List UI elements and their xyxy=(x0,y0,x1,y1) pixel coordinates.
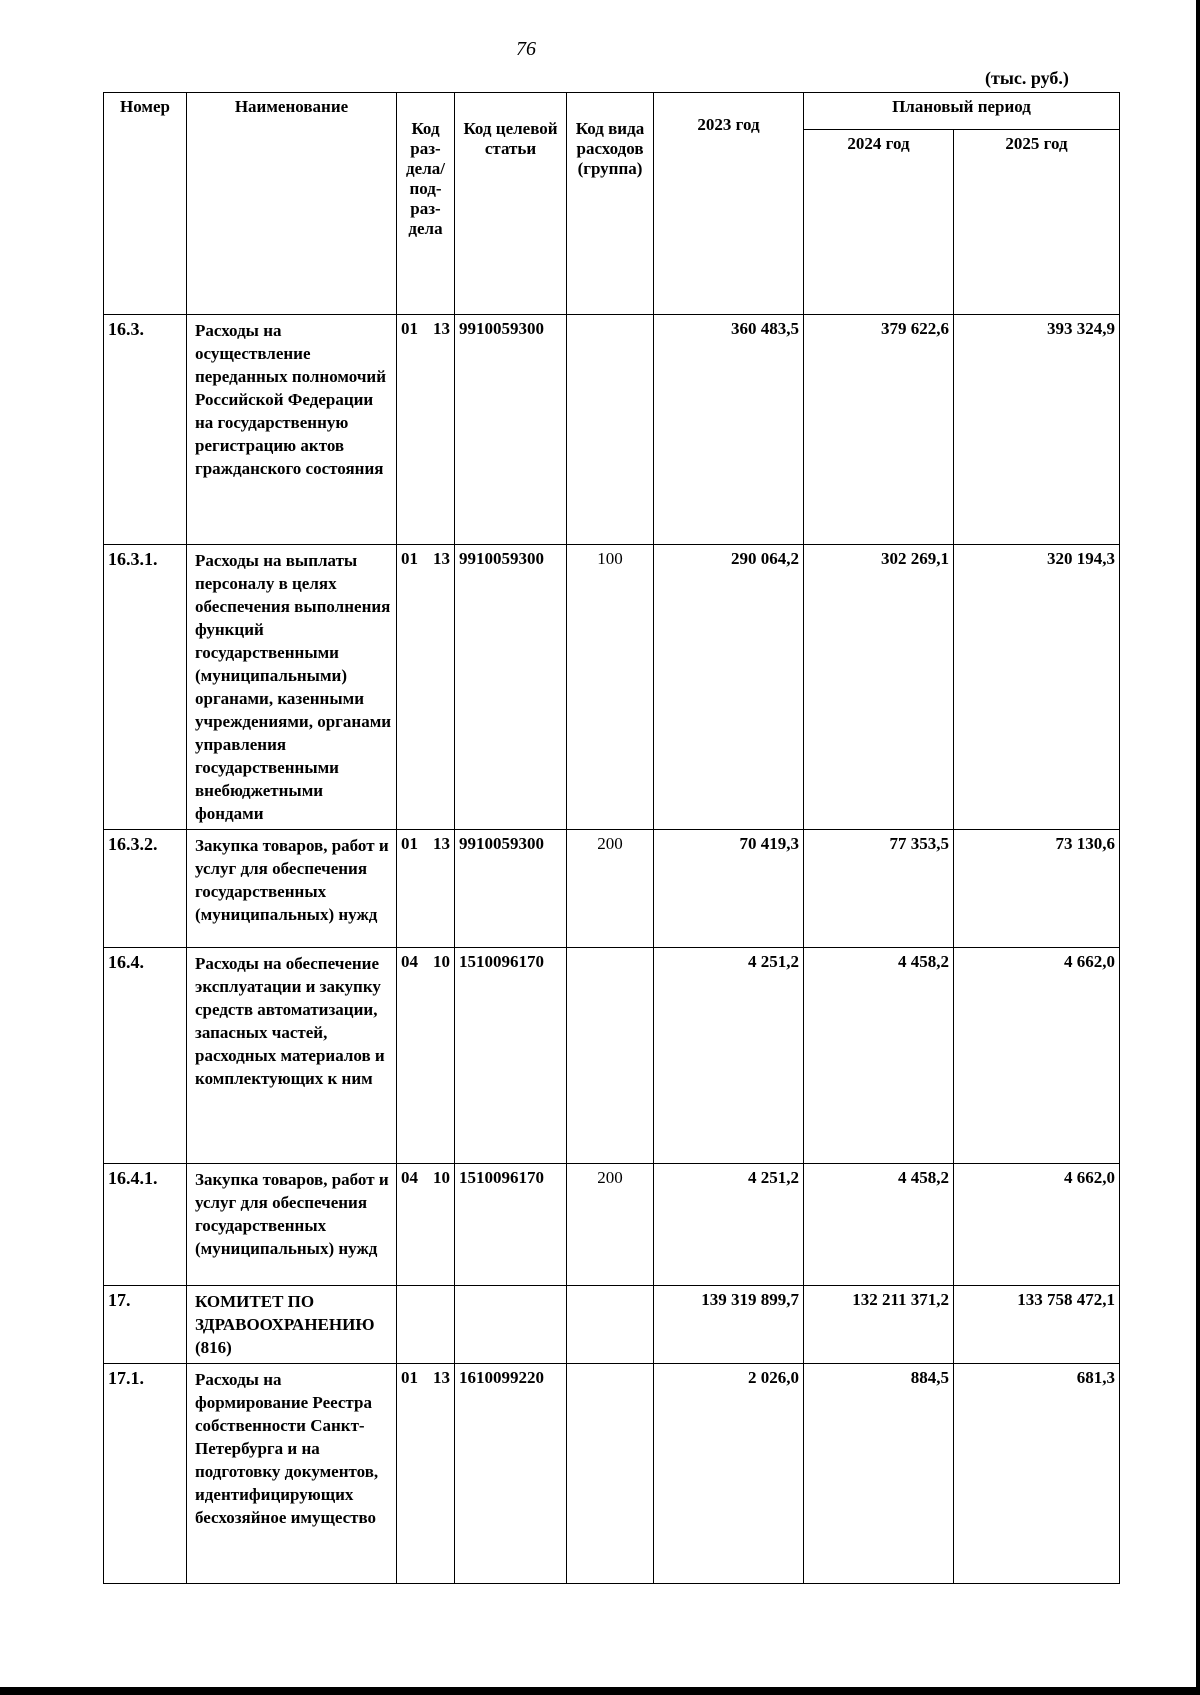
row-name: Расходы на выплаты персоналу в целях обеспечения выполнения функций государственными (муниципальными) органами, казенными учреждениями, органами управления государственными внебюджетными фондами xyxy=(187,545,397,830)
row-2024: 4 458,2 xyxy=(804,1164,954,1286)
row-section-code xyxy=(397,1364,455,1584)
row-2025: 4 662,0 xyxy=(954,948,1120,1164)
row-name: Закупка товаров, работ и услуг для обеспечения государственных (муниципальных) нужд xyxy=(187,830,397,948)
row-section: 04 xyxy=(401,1168,418,1187)
row-number: 16.3.1. xyxy=(104,545,187,830)
row-subsection: 13 xyxy=(433,834,450,853)
row-expense-type: 200 xyxy=(567,1164,654,1286)
row-target-code: 1510096170 xyxy=(455,1164,567,1286)
row-2023: 360 483,5 xyxy=(654,315,804,545)
row-2023: 4 251,2 xyxy=(654,948,804,1164)
row-2024: 379 622,6 xyxy=(804,315,954,545)
row-2025: 133 758 472,1 xyxy=(954,1286,1120,1364)
row-name: Расходы на формирование Реестра собственности Санкт-Петербурга и на подготовку документов, идентифицирующих бесхозяйное имущество xyxy=(187,1364,397,1584)
row-2025: 681,3 xyxy=(954,1364,1120,1584)
header-row-1 xyxy=(104,93,1120,130)
row-2023: 290 064,2 xyxy=(654,545,804,830)
row-section-code xyxy=(397,830,455,948)
row-2023: 4 251,2 xyxy=(654,1164,804,1286)
row-2023: 139 319 899,7 xyxy=(654,1286,804,1364)
header-2023: 2023 год xyxy=(654,93,804,315)
row-subsection: 10 xyxy=(433,1168,450,1187)
row-number: 17.1. xyxy=(104,1364,187,1584)
row-target-code: 9910059300 xyxy=(455,545,567,830)
header-section-code: Код раз-дела/ под-раз-дела xyxy=(397,93,455,315)
row-2025: 73 130,6 xyxy=(954,830,1120,948)
row-2025: 320 194,3 xyxy=(954,545,1120,830)
table-row xyxy=(104,1364,1120,1584)
header-2025: 2025 год xyxy=(954,130,1120,315)
row-target-code: 1510096170 xyxy=(455,948,567,1164)
units-label: (тыс. руб.) xyxy=(985,68,1069,88)
row-expense-type: 100 xyxy=(567,545,654,830)
row-name: Расходы на обеспечение эксплуатации и закупку средств автоматизации, запасных частей, расходных материалов и комплектующих к ним xyxy=(187,948,397,1164)
header-planning-period: Плановый период xyxy=(804,93,1120,130)
row-2024: 132 211 371,2 xyxy=(804,1286,954,1364)
row-section-code xyxy=(397,545,455,830)
page-number: 76 xyxy=(516,38,536,60)
row-section: 04 xyxy=(401,952,418,971)
row-subsection: 13 xyxy=(433,319,450,338)
row-target-code xyxy=(455,1286,567,1364)
row-target-code: 9910059300 xyxy=(455,315,567,545)
row-section: 01 xyxy=(401,834,418,853)
table-row xyxy=(104,1286,1120,1364)
row-expense-type xyxy=(567,948,654,1164)
row-section-code xyxy=(397,948,455,1164)
row-number: 17. xyxy=(104,1286,187,1364)
row-expense-type xyxy=(567,1286,654,1364)
row-2025: 4 662,0 xyxy=(954,1164,1120,1286)
row-name: Закупка товаров, работ и услуг для обеспечения государственных (муниципальных) нужд xyxy=(187,1164,397,1286)
row-subsection: 13 xyxy=(433,549,450,568)
header-number: Номер xyxy=(104,93,187,315)
row-section-code xyxy=(397,315,455,545)
row-target-code: 9910059300 xyxy=(455,830,567,948)
row-expense-type xyxy=(567,315,654,545)
row-expense-type xyxy=(567,1364,654,1584)
row-name: КОМИТЕТ ПО ЗДРАВООХРАНЕНИЮ (816) xyxy=(187,1286,397,1364)
row-number: 16.4.1. xyxy=(104,1164,187,1286)
row-target-code: 1610099220 xyxy=(455,1364,567,1584)
row-2024: 302 269,1 xyxy=(804,545,954,830)
row-name: Расходы на осуществление переданных полномочий Российской Федерации на государственную регистрацию актов гражданского состояния xyxy=(187,315,397,545)
row-number: 16.4. xyxy=(104,948,187,1164)
header-2024: 2024 год xyxy=(804,130,954,315)
table-row xyxy=(104,948,1120,1164)
row-2023: 2 026,0 xyxy=(654,1364,804,1584)
row-section-code xyxy=(397,1286,455,1364)
row-2024: 4 458,2 xyxy=(804,948,954,1164)
row-number: 16.3. xyxy=(104,315,187,545)
table-row xyxy=(104,315,1120,545)
table-row xyxy=(104,830,1120,948)
header-target-code: Код целевой статьи xyxy=(455,93,567,315)
row-section: 01 xyxy=(401,1368,418,1387)
row-2025: 393 324,9 xyxy=(954,315,1120,545)
row-section-code xyxy=(397,1164,455,1286)
budget-table xyxy=(103,92,1120,1584)
row-2023: 70 419,3 xyxy=(654,830,804,948)
header-expense-type-code: Код вида расходов (группа) xyxy=(567,93,654,315)
row-number: 16.3.2. xyxy=(104,830,187,948)
row-subsection: 10 xyxy=(433,952,450,971)
row-section: 01 xyxy=(401,549,418,568)
row-section: 01 xyxy=(401,319,418,338)
row-2024: 77 353,5 xyxy=(804,830,954,948)
header-name: Наименование xyxy=(187,93,397,315)
row-2024: 884,5 xyxy=(804,1364,954,1584)
table-row xyxy=(104,545,1120,830)
row-expense-type: 200 xyxy=(567,830,654,948)
row-subsection: 13 xyxy=(433,1368,450,1387)
table-row xyxy=(104,1164,1120,1286)
